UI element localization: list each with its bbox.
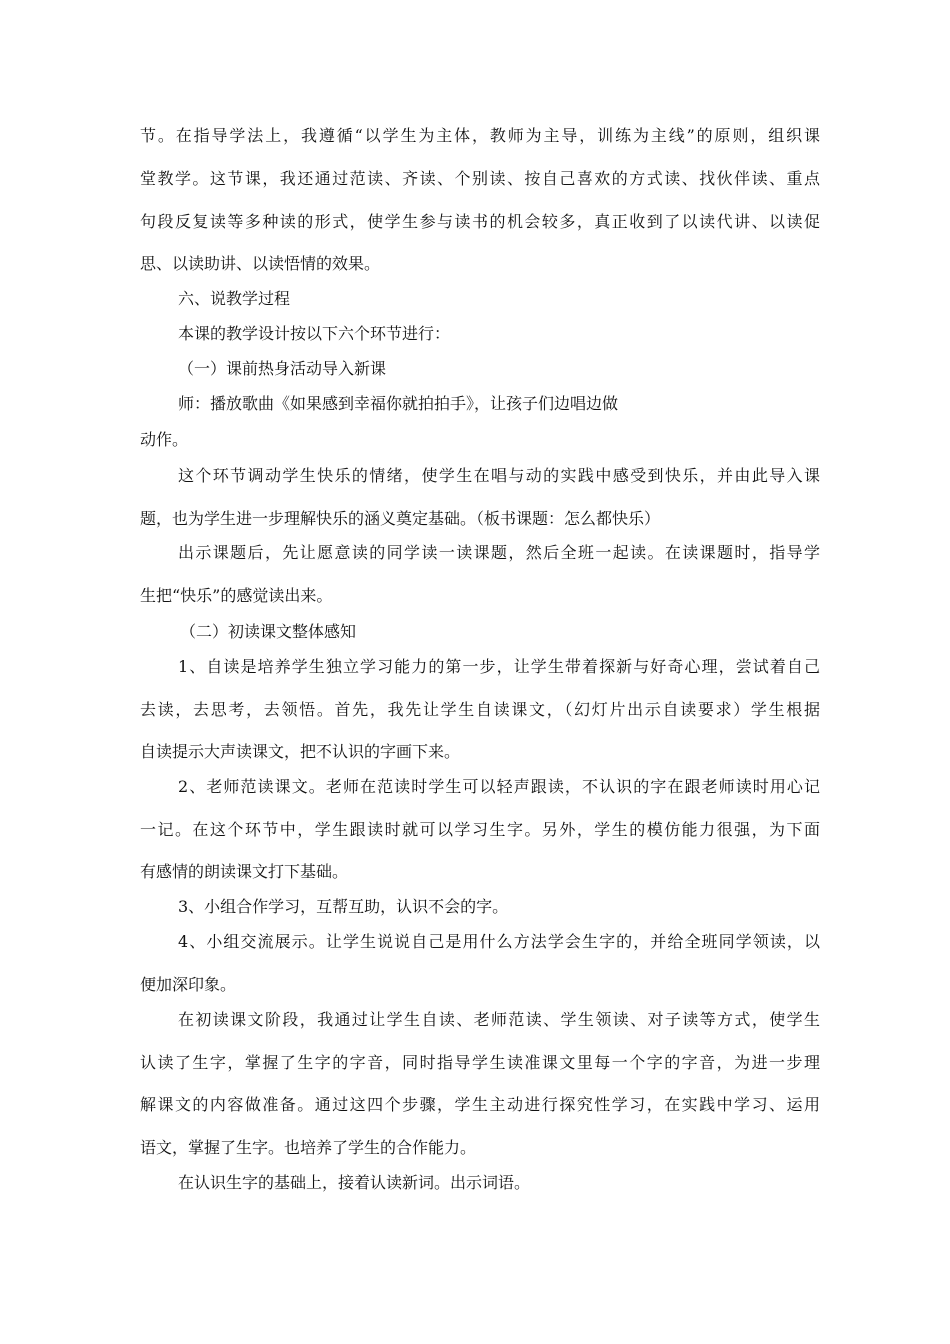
text-line: 语文，掌握了生字。也培养了学生的合作能力。: [140, 1138, 477, 1157]
text-line: 在初读课文阶段，我通过让学生自读、老师范读、学生领读、对子读等方式，使学生: [178, 1010, 820, 1029]
text-line: 动作。: [140, 430, 189, 449]
subsection-heading: （一）课前热身活动导入新课: [178, 359, 387, 378]
text-line: 一记。在这个环节中，学生跟读时就可以学习生字。另外，学生的模仿能力很强，为下面: [140, 820, 820, 839]
text-line: 去读，去思考，去领悟。首先，我先让学生自读课文，（幻灯片出示自读要求）学生根据: [140, 700, 820, 719]
text-line: 2、老师范读课文。老师在范读时学生可以轻声跟读，不认识的字在跟老师读时用心记: [178, 777, 820, 796]
text-line: 在认识生字的基础上，接着认读新词。出示词语。: [178, 1173, 531, 1192]
text-line: 出示课题后，先让愿意读的同学读一读课题，然后全班一起读。在读课题时，指导学: [178, 543, 820, 562]
text-line: 解课文的内容做准备。通过这四个步骤，学生主动进行探究性学习，在实践中学习、运用: [140, 1095, 820, 1114]
text-line: 3、小组合作学习，互帮互助，认识不会的字。: [178, 897, 509, 916]
text-line: 4、小组交流展示。让学生说说自己是用什么方法学会生字的，并给全班同学领读，以: [178, 932, 820, 951]
text-line: 堂教学。这节课，我还通过范读、齐读、个别读、按自己喜欢的方式读、找伙伴读、重点: [140, 169, 820, 188]
section-heading: 六、说教学过程: [178, 289, 291, 308]
text-line: 生把“快乐”的感觉读出来。: [140, 586, 333, 605]
text-line: 1、自读是培养学生独立学习能力的第一步，让学生带着探新与好奇心理，尝试着自己: [178, 657, 820, 676]
text-line: 师：播放歌曲《如果感到幸福你就拍拍手》，让孩子们边唱边做: [178, 394, 619, 413]
text-line: 本课的教学设计按以下六个环节进行：: [178, 324, 451, 343]
text-line: 自读提示大声读课文，把不认识的字画下来。: [140, 742, 461, 761]
text-line: 认读了生字，掌握了生字的字音，同时指导学生读准课文里每一个字的字音，为进一步理: [140, 1053, 820, 1072]
text-line: 思、以读助讲、以读悟情的效果。: [140, 254, 381, 273]
subsection-heading: （二）初读课文整体感知: [180, 622, 357, 641]
text-line: 有感情的朗读课文打下基础。: [140, 862, 349, 881]
text-line: 题，也为学生进一步理解快乐的涵义奠定基础。（板书课题：怎么都快乐）: [140, 509, 661, 528]
text-line: 便加深印象。: [140, 975, 237, 994]
text-line: 这个环节调动学生快乐的情绪，使学生在唱与动的实践中感受到快乐，并由此导入课: [178, 466, 820, 485]
text-line: 节。在指导学法上，我遵循“以学生为主体，教师为主导，训练为主线”的原则，组织课: [140, 126, 820, 145]
text-line: 句段反复读等多种读的形式，使学生参与读书的机会较多，真正收到了以读代讲、以读促: [140, 212, 820, 231]
